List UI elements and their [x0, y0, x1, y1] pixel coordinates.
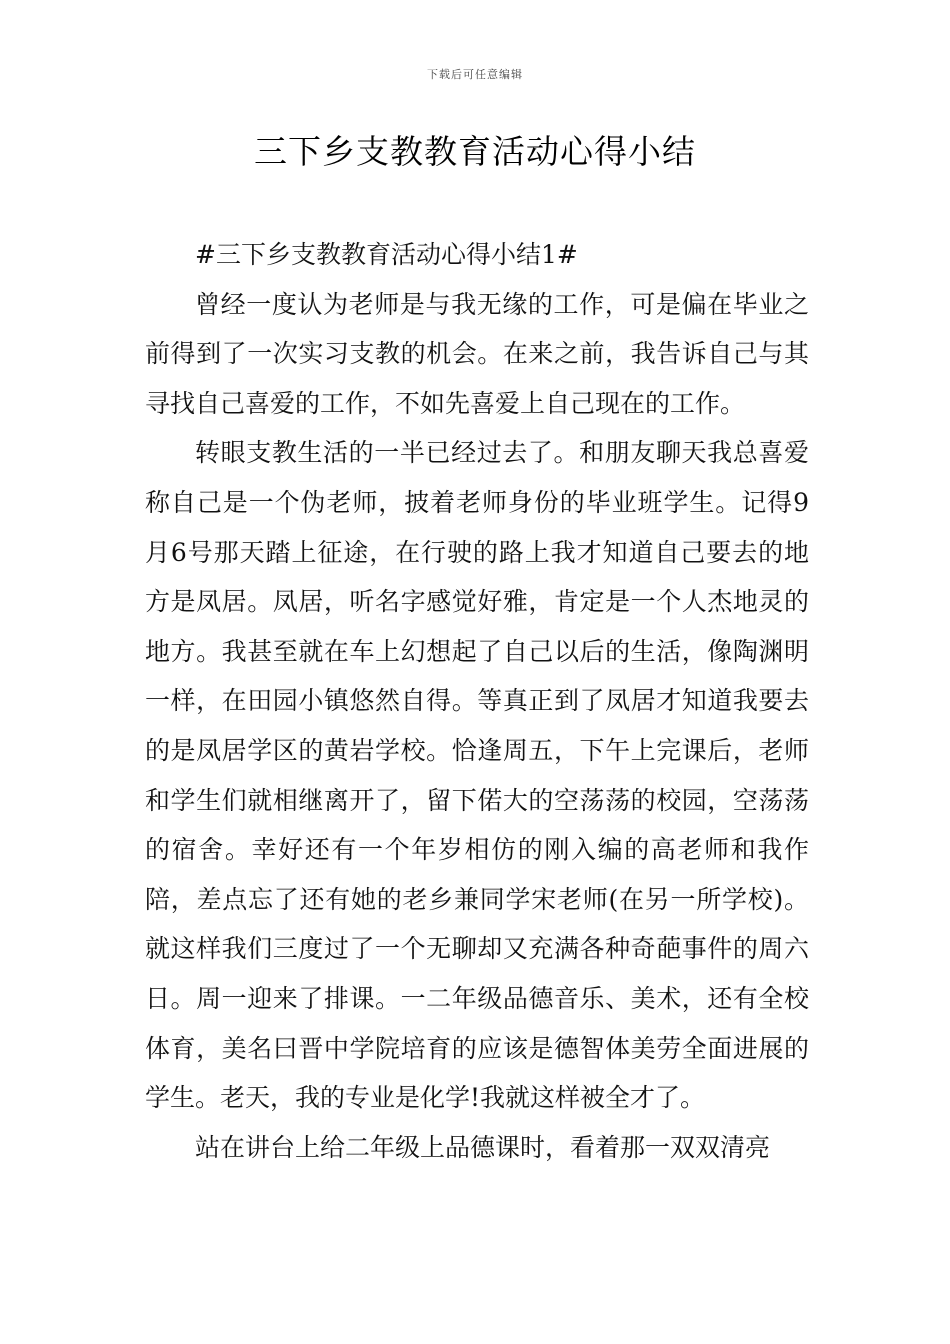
- paragraph: 站在讲台上给二年级上品德课时，看着那一双双清亮: [195, 1132, 771, 1162]
- document-body: [145, 230, 809, 1172]
- paragraph: 曾经一度认为老师是与我无缘的工作，可是偏在毕业之前得到了一次实习支教的机会。在来之前，我告诉自己与其寻找自己喜爱的工作，不如先喜爱上自己现在的工作。: [145, 289, 809, 418]
- section-heading: #三下乡支教教育活动心得小结1#: [195, 240, 578, 269]
- document-title: 三下乡支教教育活动心得小结: [254, 132, 696, 171]
- paragraph: 转眼支教生活的一半已经过去了。和朋友聊天我总喜爱称自己是一个伪老师，披着老师身份的毕业班学生。记得9月6号那天踏上征途，在行驶的路上我才知道自己要去的地方是凤居。凤居，听名字感觉好雅，肯定是一个人杰地灵的地方。我甚至就在车上幻想起了自己以后的生活，像陶渊明一样，在田园小镇悠然自得。等真正到了凤居才知道我要去的是凤居学区的黄岩学校。恰逢周五，下午上完课后，老师和学生们就相继离开了，留下偌大的空荡荡的校园，空荡荡的宿舍。幸好还有一个年岁相仿的刚入编的高老师和我作陪，差点忘了还有她的老乡兼同学宋老师(在另一所学校)。就这样我们三度过了一个无聊却又充满各种奇葩事件的周六日。周一迎来了排课。一二年级品德音乐、美术，还有全校体育，美名曰晋中学院培育的应该是德智体美劳全面进展的学生。老天，我的专业是化学!我就这样被全才了。: [145, 438, 809, 1113]
- header-note: 下载后可任意编辑: [427, 68, 523, 81]
